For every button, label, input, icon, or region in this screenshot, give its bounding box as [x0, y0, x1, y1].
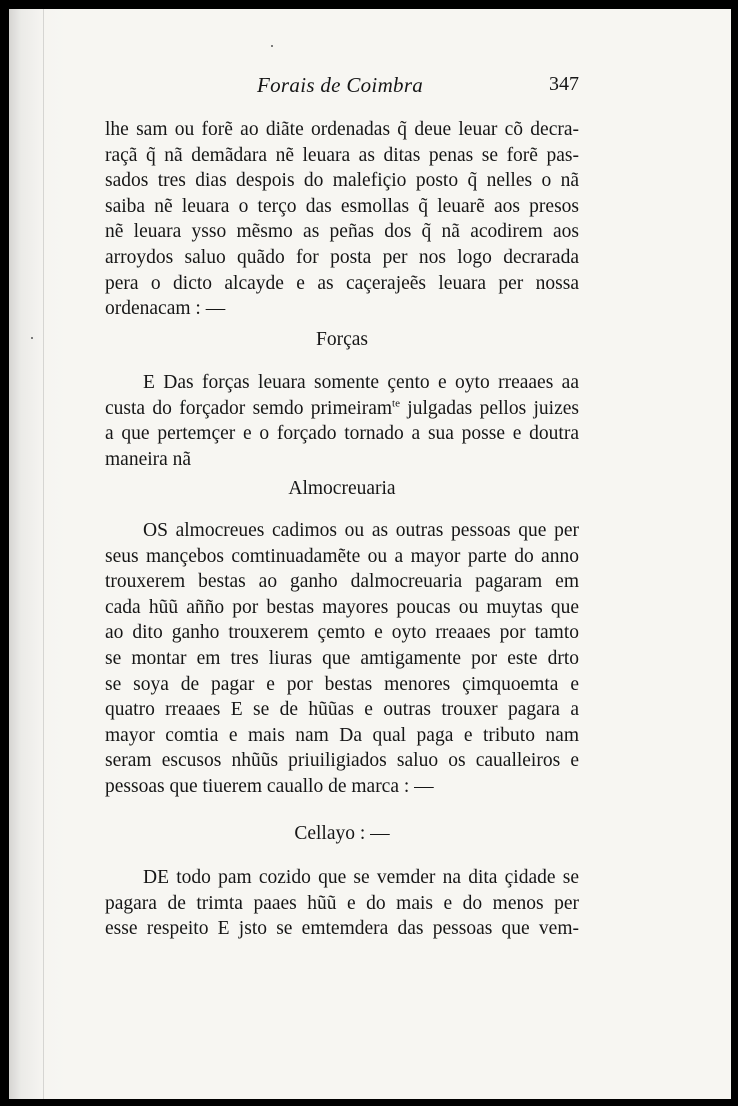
- text-fragment: julgadas pellos juizes: [399, 397, 579, 419]
- text-line: E Das forças leuara somente çento e oyto rreaaes aa: [143, 372, 579, 393]
- scanned-page: [9, 9, 731, 1099]
- text-line: nẽ leuara ysso mẽsmo as peñas dos q̃ nã acodirem aos: [105, 221, 579, 243]
- binding-fold-line: [43, 9, 44, 1099]
- text-line: trouxerem bestas ao ganho dalmocreuaria pagaram em: [105, 571, 579, 593]
- text-line: sados tres dias despois do malefiçio posto q̃ nelles o nã: [105, 170, 579, 192]
- text-line: pessoas que tiuerem cauallo de marca : —: [105, 775, 434, 797]
- running-title: Forais de Coimbra: [257, 73, 424, 97]
- speck-dot: [271, 45, 273, 47]
- text-line: mayor comtia e mais nam Da qual paga e tributo nam: [105, 724, 579, 746]
- text-line: a que pertemçer e o forçado tornado a sua posse e doutra: [105, 423, 579, 445]
- text-line: ao dito ganho trouxerem çemto e oyto rreaaes por tamto: [105, 622, 579, 644]
- paragraph-cellayo: [105, 865, 579, 942]
- text-line: esse respeito E jsto se emtemdera das pessoas que vem-: [105, 918, 579, 940]
- text-line: ordenacam : —: [105, 298, 226, 320]
- section-heading-cellayo-wrap: [105, 823, 579, 845]
- text-line: se soya de pagar e por bestas menores çimquoemta e: [105, 673, 579, 695]
- text-line: arroydos saluo quãdo for posta per nos logo decrarada: [105, 246, 579, 268]
- paragraph-ordenacam: [105, 117, 579, 322]
- page-header: [105, 73, 579, 103]
- section-heading-forcas: Forças: [316, 329, 368, 350]
- text-line: seram escusos nhũũs priuiligiados saluo os caualleiros e: [105, 750, 579, 772]
- text-line: raçã q̃ nã demãdara nẽ leuara as ditas penas se forẽ pas-: [105, 144, 579, 166]
- section-heading-cellayo: Cellayo : —: [294, 823, 390, 844]
- text-line: seus mançebos comtinuadamẽte ou a mayor parte do anno: [105, 545, 579, 567]
- text-line: [105, 396, 579, 422]
- speck-dot: [31, 337, 33, 339]
- page-number: 347: [549, 73, 579, 95]
- text-line: quatro rreaaes E se de hũũas e outras trouxer pagara a: [105, 699, 579, 721]
- section-heading-almocreuaria: Almocreuaria: [288, 478, 396, 499]
- text-line: se montar em tres liuras que amtigamente por este drto: [105, 647, 579, 669]
- text-line: lhe sam ou forẽ ao diãte ordenadas q̃ deue leuar cõ decra-: [105, 119, 579, 140]
- text-line: saiba nẽ leuara o terço das esmollas q̃ leuarẽ aos presos: [105, 195, 579, 217]
- text-line: DE todo pam cozido que se vemder na dita çidade se: [143, 867, 579, 888]
- paragraph-almocreuaria: [105, 518, 579, 800]
- text-line: cada hũũ aññо por bestas mayores poucas ou muytas que: [105, 596, 579, 618]
- section-heading-almocreuaria-wrap: [105, 478, 579, 500]
- text-fragment: custa do forçador semdo primeiram: [105, 397, 393, 419]
- text-line: pagara de trimta paaes hũũ e do mais e do menos per: [105, 892, 579, 914]
- paragraph-forcas: [105, 370, 579, 472]
- binding-shadow: [9, 9, 69, 1099]
- text-line: OS almocreues cadimos ou as outras pessoas que per: [143, 520, 579, 541]
- text-line: maneira nã: [105, 448, 192, 470]
- superscript-abbrev: te: [392, 397, 400, 410]
- text-line: pera o dicto alcayde e as caçerajeẽs leuara per nossa: [105, 272, 579, 294]
- section-heading-forcas-wrap: [105, 329, 579, 351]
